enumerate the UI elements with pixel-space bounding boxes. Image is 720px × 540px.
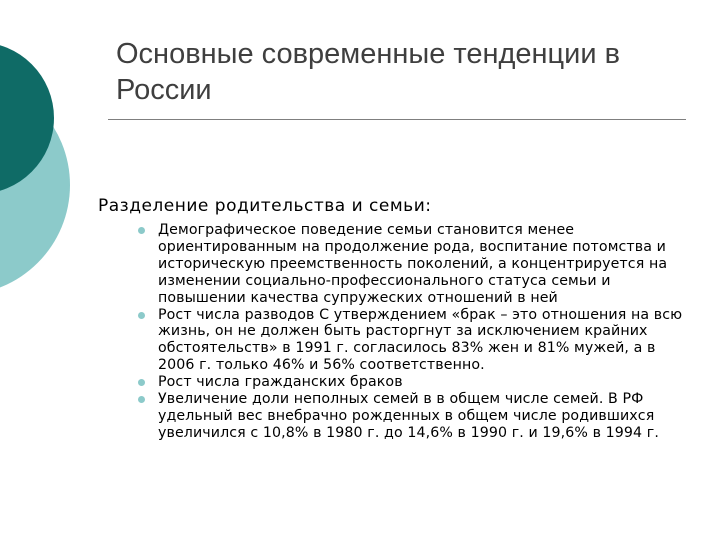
bullet-list (136, 222, 696, 442)
list-item-text: Демографическое поведение семьи становится менее ориентированным на продолжение рода, воспитание потомства и историческую преемственность поколений, а концентрируется на изменении социально-профессионального статуса семьи и повышении качества супружеских отношений в ней (158, 222, 668, 306)
bullet-icon (138, 379, 145, 386)
bullet-icon (138, 227, 145, 234)
list-item (136, 391, 696, 442)
list-item (136, 374, 696, 391)
list-item-text: Увеличение доли неполных семей в в общем числе семей. В РФ удельный вес внебрачно рожденных в общем числе родившихся увеличился с 10,8% в 1980 г. до 14,6% в 1990 г. и 19,6% в 1994 г. (158, 391, 659, 441)
decorative-circles-graphic (0, 0, 90, 300)
decorative-circles (0, 0, 90, 300)
title-divider (108, 119, 686, 120)
slide-title: Основные современные тенденции в России (116, 38, 621, 106)
list-item (136, 307, 696, 375)
list-item-text: Рост числа гражданских браков (158, 374, 403, 391)
list-item-text: Рост числа разводов С утверждением «брак – это отношения на всю жизнь, он не должен быть расторгнут за исключением крайних обстоятельств» в 1991 г. согласилось 83% жен и 81% мужей, а в 2006 г. только 46% и 56% соответственно. (158, 306, 683, 374)
bullet-icon (138, 312, 145, 319)
bullet-icon (138, 396, 145, 403)
list-item (136, 222, 696, 307)
section-heading: Разделение родительства и семьи: (98, 196, 432, 216)
